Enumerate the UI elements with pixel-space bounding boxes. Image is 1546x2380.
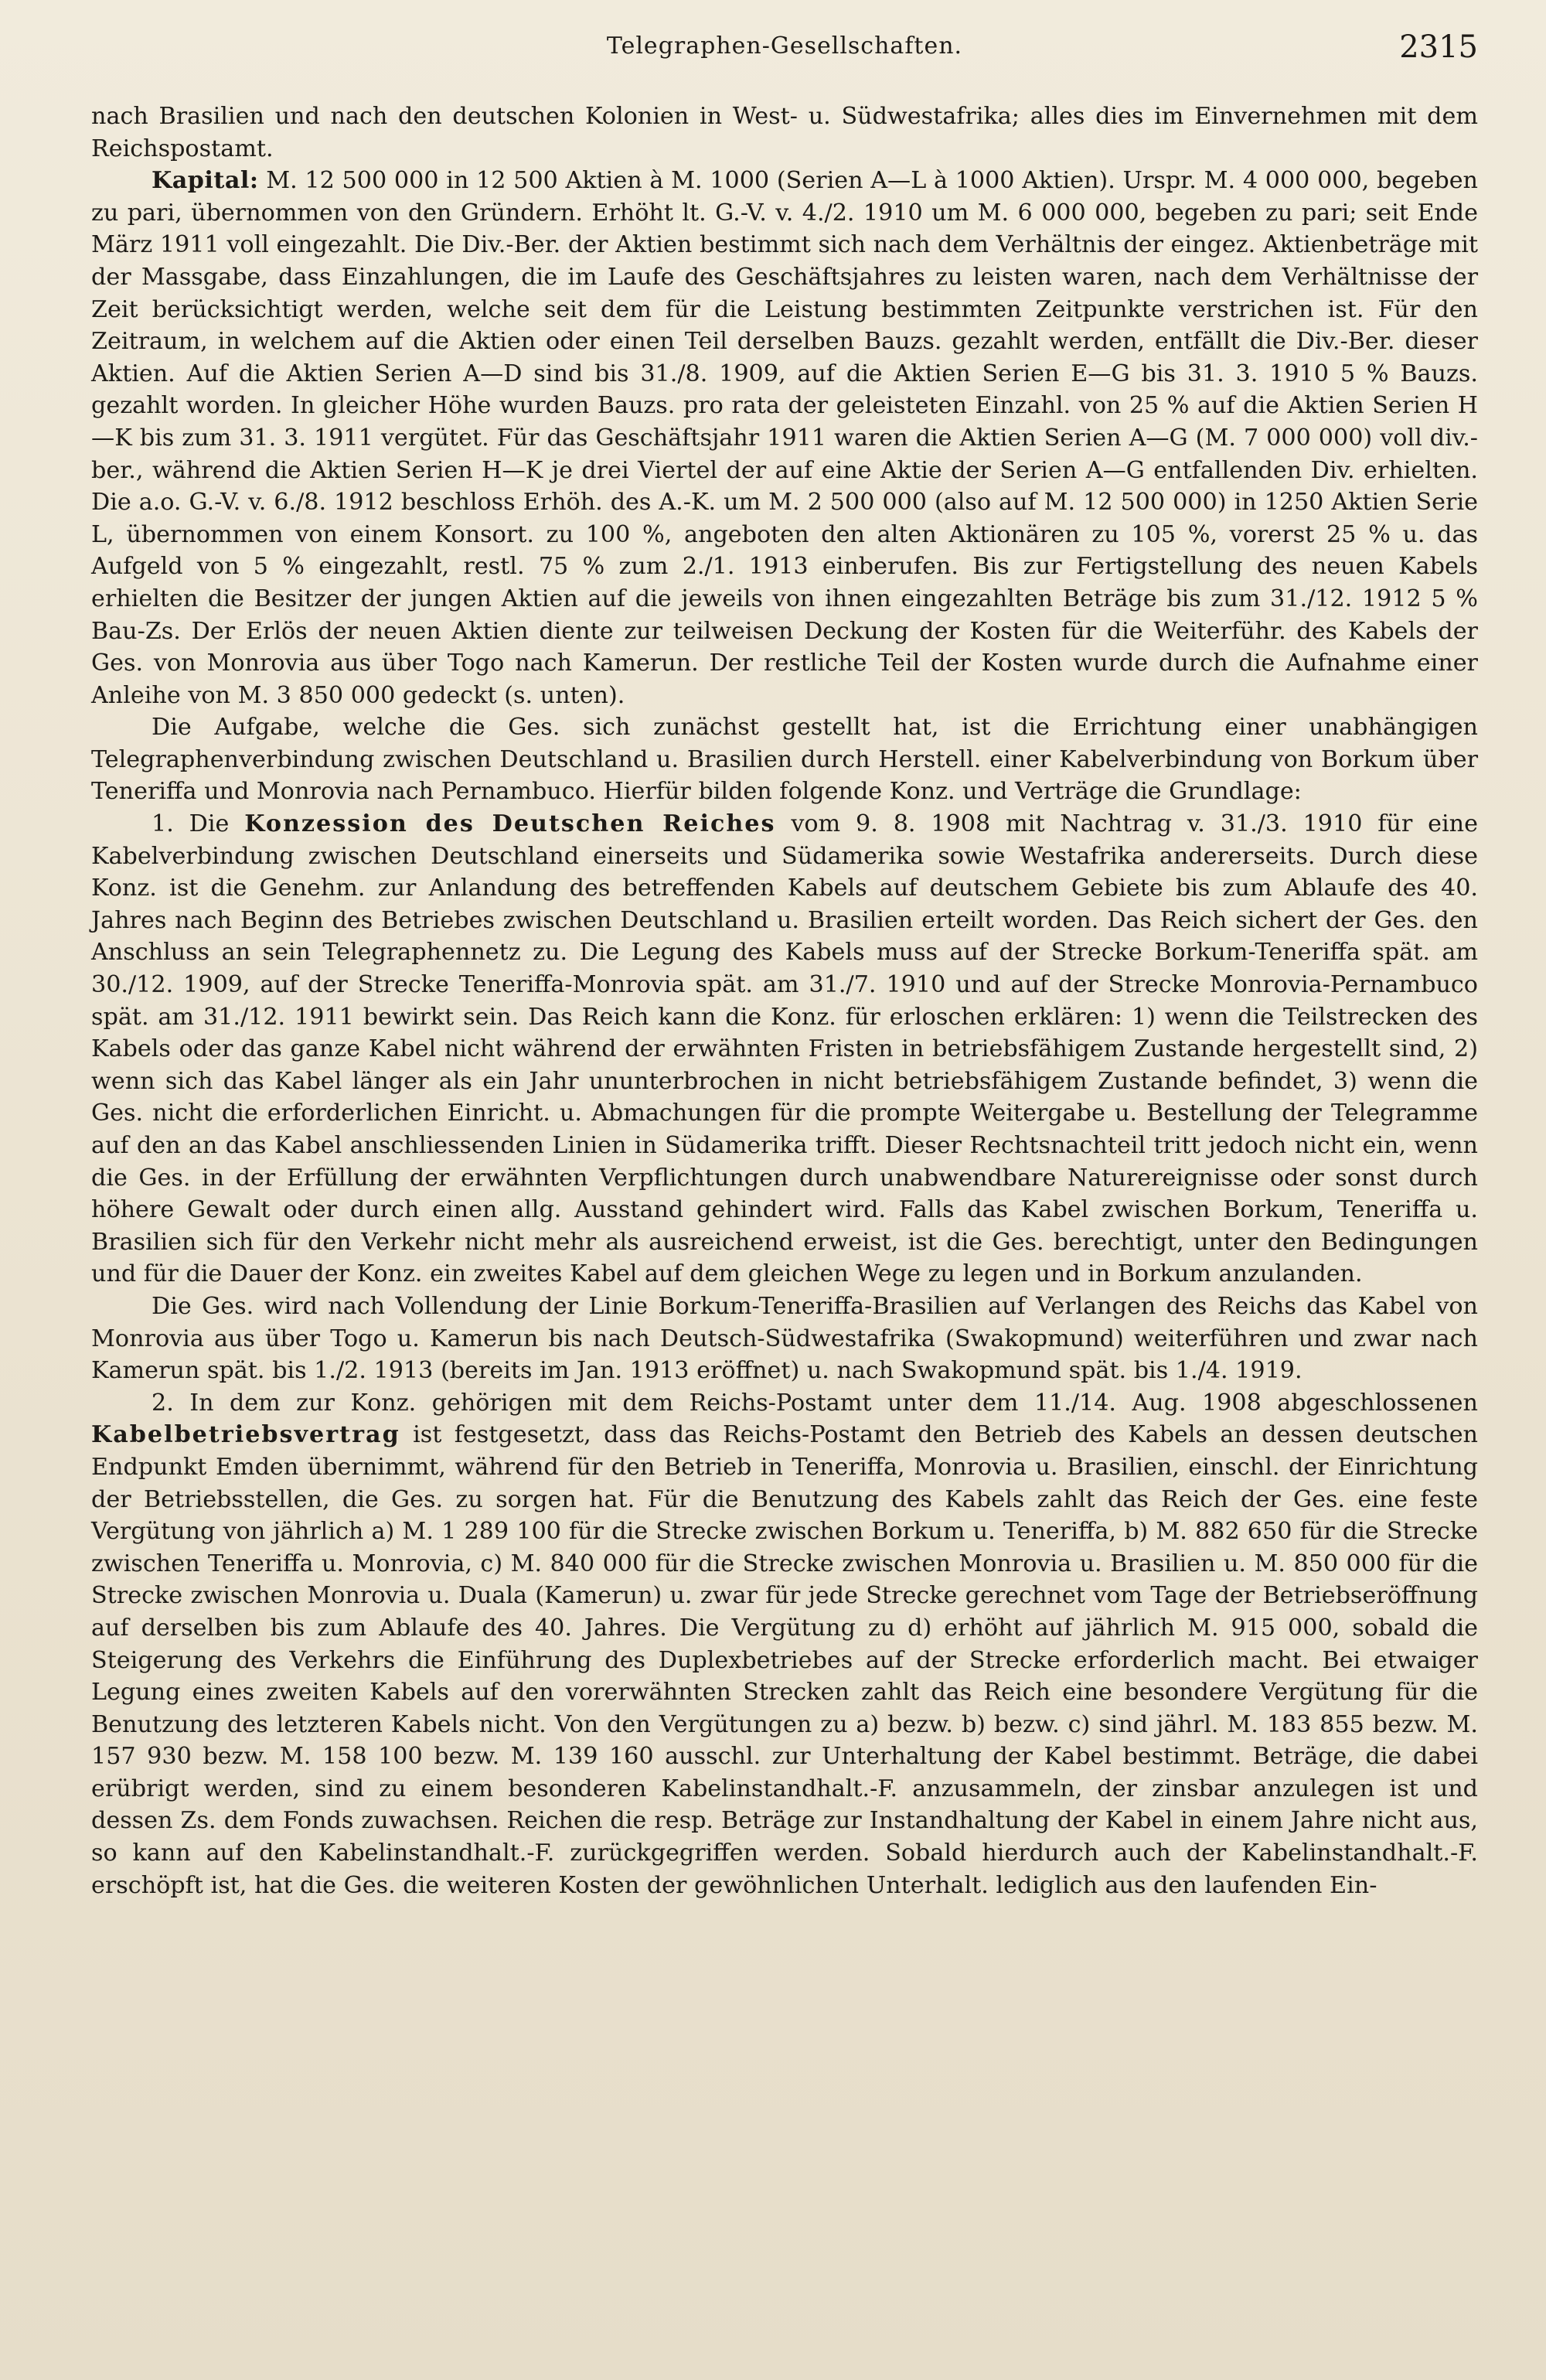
article-body — [91, 101, 1478, 1901]
paragraph-operating-contract — [91, 1387, 1478, 1902]
contract-text: ist festgesetzt, dass das Reichs-Postamt den Betrieb des Kabels an dessen deutschen Endpunkt Emden übernimmt, während für den Betrieb in Teneriffa, Monrovia u. Brasilien, einschl. der Einrichtung der Betriebsstellen, die Ges. zu sorgen hat. Für die Benutzung des Kabels zahlt das Reich der Ges. eine feste Vergütung von jährlich a) M. 1 289 100 für die Strecke zwischen Borkum u. Teneriffa, b) M. 882 650 für die Strecke zwischen Teneriffa u. Monrovia, c) M. 840 000 für die Strecke zwischen Monrovia u. Brasilien u. M. 850 000 für die Strecke zwischen Monrovia u. Duala (Kamerun) u. zwar für jede Strecke gerechnet vom Tage der Betriebseröffnung auf derselben bis zum Ablaufe des 40. Jahres. Die Vergütung zu d) erhöht auf jährlich M. 915 000, sobald die Steigerung des Verkehrs die Einführung des Duplexbetriebes auf der Strecke erforderlich macht. Bei etwaiger Legung eines zweiten Kabels auf den vorerwähnten Strecken zahlt das Reich eine besondere Vergütung für die Benutzung des letzteren Kabels nicht. Von den Vergütungen zu a) bezw. b) bezw. c) sind jährl. M. 183 855 bezw. M. 157 930 bezw. M. 158 100 bezw. M. 139 160 ausschl. zur Unterhaltung der Kabel bestimmt. Beträge, die dabei erübrigt werden, sind zu einem besonderen Kabelinstandhalt.-F. anzusammeln, der zinsbar anzulegen ist und dessen Zs. dem Fonds zuwachsen. Reichen die resp. Beträge zur Instandhaltung der Kabel in einem Jahre nicht aus, so kann auf den Kabelinstandhalt.-F. zurückgegriffen werden. Sobald hierdurch auch der Kabelinstandhalt.-F. erschöpft ist, hat die Ges. die weiteren Kosten der gewöhnlichen Unterhalt. lediglich aus den laufenden Ein- — [91, 1421, 1478, 1899]
concession-prefix: 1. Die — [152, 810, 245, 838]
page-header — [91, 29, 1478, 73]
capital-text: M. 12 500 000 in 12 500 Aktien à M. 1000 (Serien A—L à 1000 Aktien). Urspr. M. 4 000 000, begeben zu pari, übernommen von den Gründern. Erhöht lt. G.-V. v. 4./2. 1910 um M. 6 000 000, begeben zu pari; seit Ende März 1911 voll eingezahlt. Die Div.-Ber. der Aktien bestimmt sich nach dem Verhältnis der eingez. Aktienbeträge mit der Massgabe, dass Einzahlungen, die im Laufe des Geschäftsjahres zu leisten waren, nach dem Verhältnisse der Zeit berücksichtigt werden, welche seit dem für die Leistung bestimmten Zeitpunkte verstrichen ist. Für den Zeitraum, in welchem auf die Aktien oder einen Teil derselben Bauzs. gezahlt werden, entfällt die Div.-Ber. dieser Aktien. Auf die Aktien Serien A—D sind bis 31./8. 1909, auf die Aktien Serien E—G bis 31. 3. 1910 5 % Bauzs. gezahlt worden. In gleicher Höhe wurden Bauzs. pro rata der geleisteten Einzahl. von 25 % auf die Aktien Serien H—K bis zum 31. 3. 1911 vergütet. Für das Geschäftsjahr 1911 waren die Aktien Serien A—G (M. 7 000 000) voll div.-ber., während die Aktien Serien H—K je drei Viertel der auf eine Aktie der Serien A—G entfallenden Div. erhielten. Die a.o. G.-V. v. 6./8. 1912 beschloss Erhöh. des A.-K. um M. 2 500 000 (also auf M. 12 500 000) in 1250 Aktien Serie L, übernommen von einem Konsort. zu 100 %, angeboten den alten Aktionären zu 105 %, vorerst 25 % u. das Aufgeld von 5 % eingezahlt, restl. 75 % zum 2./1. 1913 einberufen. Bis zur Fertigstellung des neuen Kabels erhielten die Besitzer der jungen Aktien auf die jeweils von ihnen eingezahlten Beträge bis zum 31./12. 1912 5 % Bau-Zs. Der Erlös der neuen Aktien diente zur teilweisen Deckung der Kosten für die Weiterführ. des Kabels der Ges. von Monrovia aus über Togo nach Kamerun. Der restliche Teil der Kosten wurde durch die Aufnahme einer Anleihe von M. 3 850 000 gedeckt (s. unten). — [91, 167, 1478, 709]
concession-text: vom 9. 8. 1908 mit Nachtrag v. 31./3. 1910 für eine Kabelverbindung zwischen Deutschland einerseits und Südamerika sowie Westafrika andererseits. Durch diese Konz. ist die Genehm. zur Anlandung des betreffenden Kabels auf deutschem Gebiete bis zum Ablaufe des 40. Jahres nach Beginn des Betriebes zwischen Deutschland u. Brasilien erteilt worden. Das Reich sichert der Ges. den Anschluss an sein Telegraphennetz zu. Die Legung des Kabels muss auf der Strecke Borkum-Teneriffa spät. am 30./12. 1909, auf der Strecke Teneriffa-Monrovia spät. am 31./7. 1910 und auf der Strecke Monrovia-Pernambuco spät. am 31./12. 1911 bewirkt sein. Das Reich kann die Konz. für erloschen erklären: 1) wenn die Teilstrecken des Kabels oder das ganze Kabel nicht während der erwähnten Fristen in betriebsfähigem Zustande hergestellt sind, 2) wenn sich das Kabel länger als ein Jahr ununterbrochen in nicht betriebsfähigem Zustande befindet, 3) wenn die Ges. nicht die erforderlichen Einricht. u. Abmachungen für die prompte Weitergabe u. Bestellung der Telegramme auf den an das Kabel anschliessenden Linien in Südamerika trifft. Dieser Rechtsnachteil tritt jedoch nicht ein, wenn die Ges. in der Erfüllung der erwähnten Verpflichtungen durch unabwendbare Naturereignisse oder sonst durch höhere Gewalt oder durch einen allg. Ausstand gehindert wird. Falls das Kabel zwischen Borkum, Teneriffa u. Brasilien sich für den Verkehr nicht mehr als ausreichend erweist, ist die Ges. berechtigt, unter den Bedingungen und für die Dauer der Konz. ein zweites Kabel auf dem gleichen Wege zu legen und in Borkum anzulanden. — [91, 810, 1478, 1288]
paragraph-concession — [91, 808, 1478, 1291]
page-number: 2315 — [1399, 29, 1478, 65]
concession-heading: Konzession des Deutschen Reiches — [244, 810, 776, 838]
paragraph-extension: Die Ges. wird nach Vollendung der Linie Borkum-Teneriffa-Brasilien auf Verlangen des Reichs das Kabel von Monrovia aus über Togo u. Kamerun bis nach Deutsch-Südwestafrika (Swakopmund) weiterführen und zwar nach Kamerun spät. bis 1./2. 1913 (bereits im Jan. 1913 eröffnet) u. nach Swakopmund spät. bis 1./4. 1919. — [91, 1292, 1478, 1385]
paragraph-intro: nach Brasilien und nach den deutschen Kolonien in West- u. Südwestafrika; alles dies im Einvernehmen mit dem Reichspostamt. — [91, 103, 1478, 162]
paragraph-capital — [91, 165, 1478, 711]
capital-label: Kapital: — [152, 167, 259, 195]
running-title: Telegraphen-Gesellschaften. — [606, 32, 963, 60]
contract-prefix: 2. In dem zur Konz. gehörigen mit dem Reichs-Postamt unter dem 11./14. Aug. 1908 abgeschlossenen — [152, 1389, 1478, 1417]
paragraph-purpose: Die Aufgabe, welche die Ges. sich zunächst gestellt hat, ist die Errichtung einer unabhängigen Telegraphenverbindung zwischen Deutschland u. Brasilien durch Herstell. einer Kabelverbindung von Borkum über Teneriffa und Monrovia nach Pernambuco. Hierfür bilden folgende Konz. und Verträge die Grundlage: — [91, 714, 1478, 806]
contract-heading: Kabelbetriebsvertrag — [91, 1421, 400, 1449]
